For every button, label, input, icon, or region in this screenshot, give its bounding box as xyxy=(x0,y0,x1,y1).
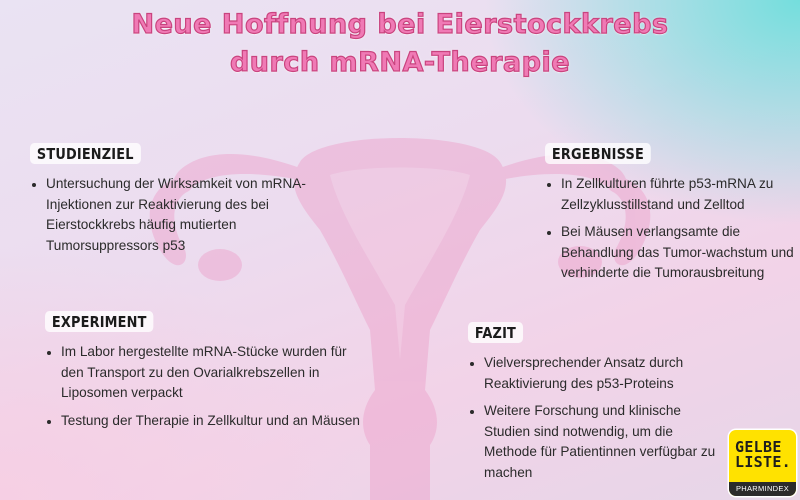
title-line-1: Neue Hoffnung bei Eierstockkrebs xyxy=(131,9,669,40)
section-heading: ERGEBNISSE xyxy=(545,143,651,164)
section-ergebnisse xyxy=(545,143,795,291)
list-item: Vielversprechender Ansatz durch Reaktivierung des p53-Proteins xyxy=(468,353,728,394)
section-studienziel xyxy=(30,143,310,263)
logo-line-2: LISTE. xyxy=(735,453,791,471)
bullet-list xyxy=(468,353,728,483)
list-item: Im Labor hergestellte mRNA-Stücke wurden für den Transport zu den Ovarialkrebszellen in Liposomen verpackt xyxy=(45,342,365,404)
list-item: In Zellkulturen führte p53-mRNA zu Zellzyklusstillstand und Zelltod xyxy=(545,174,795,215)
bullet-list xyxy=(45,342,365,431)
list-item: Weitere Forschung und klinische Studien sind notwendig, um die Methode für Patientinnen verfügbar zu machen xyxy=(468,401,728,483)
section-experiment xyxy=(45,311,365,438)
list-item: Untersuchung der Wirksamkeit von mRNA-Injektionen zur Reaktivierung des bei Eierstockkrebs häufig mutierten Tumorsuppressors p53 xyxy=(30,174,310,256)
list-item: Testung der Therapie in Zellkultur und an Mäusen xyxy=(45,411,365,432)
list-item: Bei Mäusen verlangsamte die Behandlung das Tumor-wachstum und verhinderte die Tumorausbreitung xyxy=(545,222,795,284)
page-title xyxy=(0,6,800,82)
logo-subtitle: PHARMINDEX xyxy=(729,482,796,496)
bullet-list xyxy=(30,174,310,256)
gelbe-liste-logo xyxy=(729,430,796,496)
bullet-list xyxy=(545,174,795,284)
section-heading: STUDIENZIEL xyxy=(30,143,141,164)
section-heading: EXPERIMENT xyxy=(45,311,153,332)
logo-line-1: GELBE xyxy=(735,438,782,456)
section-heading: FAZIT xyxy=(468,322,523,343)
title-line-2: durch mRNA-Therapie xyxy=(229,47,571,78)
section-fazit xyxy=(468,322,728,490)
